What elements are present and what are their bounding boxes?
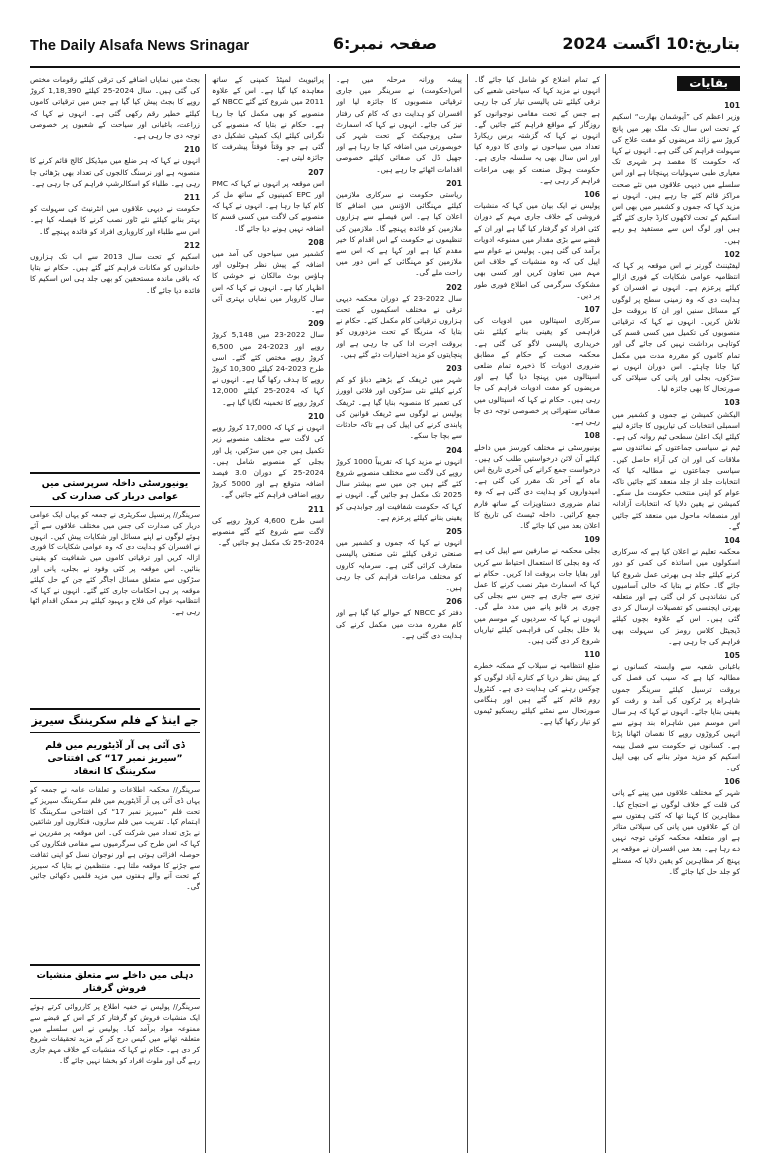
newspaper-page bbox=[30, 28, 740, 1153]
page-number: صفحہ نمبر:6 bbox=[332, 34, 438, 53]
article-text: ضلع انتظامیہ نے سیلاب کے ممکنہ خطرے کے پیش نظر دریا کے کنارے آباد لوگوں کو چوکس رہنے کی ہدایت دی ہے۔ کنٹرول روم قائم کئے گئے ہیں اور ہنگامی صورتحال سے نمٹنے کیلئے ریسکیو ٹیموں کو تیار رکھا گیا ہے۔ bbox=[474, 661, 600, 727]
paper-name: The Daily Alsafa News Srinagar bbox=[30, 38, 250, 54]
article-text: پولیس نے ایک بیان میں کہا کہ منشیات فروشی کے خلاف جاری مہم کے دوران کئی افراد کو گرفتار کیا گیا ہے اور ان کے قبضے سے بڑی مقدار میں ممنوعہ ادویات برآمد کی گئی ہیں۔ پولیس نے عوام سے اپیل کی کہ وہ منشیات کے خلاف اس مہم میں تعاون کریں اور کسی بھی مشکوک سرگرمی کی اطلاع فوری طور پر دیں۔ bbox=[474, 201, 600, 300]
news-item-1 bbox=[30, 472, 200, 702]
article-continuation bbox=[212, 74, 324, 164]
news-headline: جے اینڈ کے فلم سکریننگ سیریز bbox=[30, 708, 200, 733]
issue-date: بتاریخ:10 اگست 2024 bbox=[562, 34, 740, 53]
article-continuation bbox=[474, 74, 600, 186]
article-continuation bbox=[212, 504, 324, 549]
news-subheadline: ڈی آئی پی آر آڈیٹوریم میں فلم ”سیریز نمبر 17“ کی افتتاحی سکریننگ کا انعقاد bbox=[30, 736, 200, 782]
article-number: 211 bbox=[308, 504, 324, 514]
article-text: بجلی محکمہ نے صارفین سے اپیل کی ہے کہ وہ بجلی کا استعمال احتیاط سے کریں اور بقایا جات بروقت ادا کریں۔ حکام نے کہا کہ اسمارٹ میٹر نصب کرنے کا عمل تیزی سے جاری ہے جس سے بجلی کی چوری پر قابو پانے میں مدد ملے گی۔ انہوں نے کہا کہ سردیوں کے موسم میں بلا خلل بجلی کی فراہمی کیلئے تیاریاں شروع کر دی گئی ہیں۔ bbox=[474, 546, 600, 645]
article-number: 105 bbox=[724, 650, 740, 660]
article-number: 103 bbox=[724, 398, 740, 408]
article-number: 108 bbox=[584, 431, 600, 441]
article-number: 212 bbox=[184, 240, 200, 250]
article-number: 209 bbox=[308, 319, 324, 329]
article-continuation bbox=[30, 240, 200, 296]
column-rule bbox=[467, 74, 468, 1153]
article-continuation bbox=[336, 445, 462, 523]
article-number: 203 bbox=[446, 364, 462, 374]
article-continuation bbox=[212, 167, 324, 234]
article-continuation bbox=[612, 249, 740, 395]
article-text: یونیورسٹی نے مختلف کورسز میں داخلے کیلئے آن لائن درخواستیں طلب کی ہیں۔ درخواست جمع کرانے کی آخری تاریخ اس ماہ کے آخر تک مقرر کی گئی ہے۔ امیدواروں کو ہدایت دی گئی ہے کہ وہ تمام ضروری دستاویزات کے ساتھ فارم جمع کرائیں۔ داخلہ ٹیسٹ کی تاریخ کا اعلان بعد میں کیا جائے گا۔ bbox=[474, 442, 600, 530]
article-number: 201 bbox=[446, 178, 462, 188]
news-body: سرینگر// محکمہ اطلاعات و تعلقات عامہ نے جمعہ کو یہاں ڈی آئی پی آر آڈیٹوریم میں فلم سکریننگ سیریز کے تحت فلم ”سیریز نمبر 17“ کی افتتاحی سکریننگ کا اہتمام کیا۔ تقریب میں فلم سازوں، فنکاروں اور شائقین نے بڑی تعداد میں شرکت کی۔ اس موقعہ پر مقررین نے کہا کہ اس طرح کی سرگرمیوں سے مقامی فنکاروں کی حوصلہ افزائی ہوتی ہے اور نوجوان نسل کو اپنی ثقافت سے جڑنے کا موقعہ ملتا ہے۔ منتظمین نے بتایا کہ سیریز کے تحت آنے والے ہفتوں میں مزید فلمیں دکھائی جائیں گی۔ bbox=[30, 785, 200, 892]
section-label: بقایات bbox=[677, 76, 740, 91]
article-continuation bbox=[336, 282, 462, 360]
article-text: سال 2022-23 کے دوران محکمہ دیہی ترقی نے مختلف اسکیموں کے تحت ہزاروں ترقیاتی کام مکمل کئے۔ حکام نے بتایا کہ منریگا کے تحت مزدوروں کو بروقت اجرت ادا کی جا رہی ہے اور پنچایتوں کو مزید اختیارات دئے گئے ہیں۔ bbox=[336, 293, 462, 359]
article-text: بجٹ میں نمایاں اضافے کی ترقی کیلئے رقومات مختص کی گئی ہیں۔ سال 2024-25 کیلئے 1,18,390 کروڑ روپے کا بجٹ پیش کیا گیا ہے جس میں ترقیاتی کاموں کیلئے خطیر رقم رکھی گئی ہے۔ انہوں نے کہا کہ زراعت، باغبانی اور سیاحت کے شعبوں پر خصوصی توجہ دی جا رہی ہے۔ bbox=[30, 75, 200, 141]
column-rule bbox=[205, 74, 206, 1153]
news-body: سرینگر// پرنسپل سکریٹری نے جمعہ کو یہاں ایک عوامی دربار کی صدارت کی جس میں مختلف علاقوں سے آئے ہوئے لوگوں نے اپنے مسائل اور شکایات پیش کیں۔ انہوں نے افسران کو ہدایت دی کہ وہ عوامی شکایات کا فوری ازالہ کریں اور ترقیاتی کاموں میں شفافیت کو یقینی بنائیں۔ اس موقعہ پر کئی وفود نے بجلی، پانی اور سڑکوں سے متعلق مسائل اجاگر کئے جن کے حل کیلئے موقعہ پر ہی احکامات جاری کئے گئے۔ انہوں نے کہا کہ انتظامیہ عوام کی فلاح و بہبود کیلئے ہر ممکن اقدام اٹھا رہی ہے۔ bbox=[30, 510, 200, 617]
article-continuation bbox=[212, 411, 324, 501]
article-text: باغبانی شعبہ سے وابستہ کسانوں نے مطالبہ کیا ہے کہ سیب کی فصل کی بروقت ترسیل کیلئے سرینگر جموں شاہراہ پر ٹرکوں کی آمد و رفت کو یقینی بنایا جائے۔ انہوں نے کہا کہ ہر سال اس موسم میں شاہراہ بند ہونے سے انہیں کروڑوں روپے کا نقصان اٹھانا پڑتا ہے۔ کسانوں نے حکومت سے فصل بیمہ اسکیم کو مزید موثر بنانے کی بھی اپیل کی۔ bbox=[612, 662, 740, 772]
article-text: سال 2022-23 میں 5,148 کروڑ روپے اور 2023-24 میں 6,500 کروڑ روپے مختص کئے گئے۔ اسی طرح 2023-24 کیلئے 10,300 کروڑ روپے کا ہدف رکھا گیا ہے۔ انہوں نے کہا کہ 2024-25 کیلئے 12,000 کروڑ روپے کا تخمینہ لگایا گیا ہے۔ bbox=[212, 330, 324, 407]
article-number: 208 bbox=[308, 237, 324, 247]
article-text: انہوں نے کہا کہ 17,000 کروڑ روپے کی لاگت سے مختلف منصوبے زیر تکمیل ہیں جن میں سڑکیں، پل اور بجلی کے منصوبے شامل ہیں۔ 2024-25 کے دوران 3.0 فیصد اضافہ متوقع ہے اور 5000 کروڑ روپے اضافی فراہم کئے جائیں گے۔ bbox=[212, 423, 324, 500]
article-number: 107 bbox=[584, 305, 600, 315]
article-number: 102 bbox=[724, 249, 740, 259]
column-3 bbox=[336, 74, 462, 1153]
article-continuation bbox=[212, 237, 324, 315]
article-text: دفتر کو NBCC کے حوالے کیا گیا ہے اور کام مقررہ مدت میں مکمل کرنے کی ہدایت دی گئی ہے۔ bbox=[336, 608, 462, 640]
article-number: 101 bbox=[724, 101, 740, 111]
article-text: اس موقعہ پر انہوں نے کہا کہ PMC اور EPC کمپنیوں کے ساتھ مل کر کام کیا جا رہا ہے۔ انہوں نے کہا کہ منصوبے کی لاگت میں کسی قسم کا اضافہ نہیں ہونے دیا جائے گا۔ bbox=[212, 178, 324, 233]
article-continuation bbox=[474, 430, 600, 531]
article-continuation bbox=[612, 397, 740, 531]
article-number: 110 bbox=[584, 650, 600, 660]
article-number: 206 bbox=[446, 597, 462, 607]
article-continuation bbox=[474, 189, 600, 301]
article-number: 106 bbox=[724, 777, 740, 787]
article-continuation bbox=[474, 304, 600, 427]
columns-area bbox=[30, 74, 740, 1153]
article-text: محکمہ تعلیم نے اعلان کیا ہے کہ سرکاری اسکولوں میں اساتذہ کی کمی کو دور کرنے کیلئے جلد ہی بھرتی عمل شروع کیا جائے گا۔ حکام نے بتایا کہ خالی آسامیوں کی نشاندہی کر لی گئی ہے اور متعلقہ بھرتی ایجنسی کو تفصیلات ارسال کر دی گئی ہیں۔ اس کے علاوہ بچوں کیلئے ڈیجیٹل کلاس رومز کی سہولت بھی فراہم کی جا رہی ہے۔ bbox=[612, 547, 740, 646]
article-text: سرکاری اسپتالوں میں ادویات کی فراہمی کو یقینی بنانے کیلئے نئی خریداری پالیسی لاگو کی گئی ہے۔ محکمہ صحت کے حکام کے مطابق ضروری ادویات کا ذخیرہ تمام ضلعی اسپتالوں میں پہنچا دیا گیا ہے اور مریضوں کو مفت ادویات فراہم کی جا رہی ہیں۔ حکام نے کہا کہ اسپتالوں میں صفائی ستھرائی پر خصوصی توجہ دی جا رہی ہے۔ bbox=[474, 316, 600, 427]
column-rule bbox=[605, 74, 606, 1153]
article-text: پیشہ ورانہ مرحلہ میں ہے۔ اس(حکومت) نے سرینگر میں جاری ترقیاتی منصوبوں کا جائزہ لیا اور افسران کو ہدایت دی کہ کام کی رفتار تیز کی جائے۔ انہوں نے کہا کہ اسمارٹ سٹی پروجیکٹ کے تحت شہر کی خوبصورتی میں اضافہ کیا جا رہا ہے اور جھیل ڈل کی صفائی کیلئے خصوصی اقدامات اٹھائے جا رہے ہیں۔ bbox=[336, 75, 462, 174]
column-1 bbox=[612, 74, 740, 1153]
article-text: حکومت نے دیہی علاقوں میں انٹرنیٹ کی سہولت کو بہتر بنانے کیلئے نئے ٹاور نصب کرنے کا فیصلہ کیا ہے۔ اس سے طلباء اور کاروباری افراد کو فائدہ پہنچے گا۔ bbox=[30, 204, 200, 236]
article-number: 207 bbox=[308, 167, 324, 177]
article-continuation bbox=[30, 74, 200, 141]
article-continuation bbox=[336, 363, 462, 441]
article-number: 109 bbox=[584, 535, 600, 545]
article-text: انہوں نے کہا کہ جموں و کشمیر میں صنعتی ترقی کیلئے نئی صنعتی پالیسی متعارف کرائی گئی ہے۔ سرمایہ کاروں کو مختلف مراعات فراہم کی جا رہی ہیں۔ bbox=[336, 538, 462, 592]
article-continuation bbox=[612, 100, 740, 246]
article-continuation bbox=[336, 526, 462, 593]
article-number: 106 bbox=[584, 190, 600, 200]
article-text: انہوں نے مزید کہا کہ تقریباً 1000 کروڑ روپے کی لاگت سے مختلف منصوبے شروع کئے گئے ہیں جن میں سے بیشتر سال 2025 تک مکمل ہو جائیں گے۔ انہوں نے کہا کہ حکومت شفافیت اور جوابدہی کو یقینی بنانے کیلئے پرعزم ہے۔ bbox=[336, 456, 462, 522]
article-text: شہر میں ٹریفک کے بڑھتے دباؤ کو کم کرنے کیلئے نئی سڑکوں اور فلائی اوورز کی تعمیر کا منصوبہ بنایا گیا ہے۔ ٹریفک پولیس نے لوگوں سے ٹریفک قوانین کی پابندی کرنے کی اپیل کی ہے تاکہ حادثات سے بچا جا سکے۔ bbox=[336, 375, 462, 441]
article-continuation bbox=[212, 318, 324, 408]
news-item-2 bbox=[30, 708, 200, 958]
column-rule bbox=[329, 74, 330, 1153]
article-continuation bbox=[612, 650, 740, 773]
article-text: الیکشن کمیشن نے جموں و کشمیر میں اسمبلی انتخابات کی تیاریوں کا جائزہ لینے کیلئے ایک اعلیٰ سطحی ٹیم روانہ کی ہے۔ ٹیم نے سیاسی جماعتوں کے نمائندوں سے ملاقات کی اور ان کی آراء حاصل کیں۔ سیاسی جماعتوں نے مطالبہ کیا کہ انتخابات جلد از جلد منعقد کئے جائیں تاکہ عوام کو اپنی منتخب حکومت مل سکے۔ کمیشن نے یقین دلایا کہ انتخابات آزادانہ اور منصفانہ ماحول میں منعقد کئے جائیں گے۔ bbox=[612, 409, 740, 531]
article-continuation bbox=[474, 534, 600, 646]
column-4 bbox=[212, 74, 324, 1153]
masthead bbox=[30, 28, 740, 68]
article-text: اسی طرح 4,600 کروڑ روپے کی لاگت سے شروع کئے گئے منصوبے 2024-25 تک مکمل ہو جائیں گے۔ bbox=[212, 515, 324, 548]
article-text: وزیر اعظم کی ”آیوشمان بھارت“ اسکیم کے تحت اس سال تک ملک بھر میں پانچ کروڑ سے زائد مریضوں کو مفت علاج کی سہولت فراہم کی گئی ہے۔ انہوں نے کہا کہ حکومت کا مقصد ہر شہری تک معیاری طبی سہولیات پہنچانا ہے اور اس سلسلے میں دیہی علاقوں میں نئے صحت مراکز قائم کئے جا رہے ہیں۔ انہوں نے مزید کہا کہ جموں و کشمیر میں بھی اس اسکیم کے تحت لاکھوں کارڈ جاری کئے گئے ہیں اور لوگ اس سے مستفید ہو رہے ہیں۔ bbox=[612, 112, 740, 245]
article-continuation bbox=[336, 596, 462, 641]
article-text: ریاستی حکومت نے سرکاری ملازمین کیلئے مہنگائی الاؤنس میں اضافے کا اعلان کیا ہے۔ اس فیصلے سے ہزاروں ملازمین کو فائدہ پہنچے گا۔ ملازمین کی تنظیموں نے حکومت کے اس اقدام کا خیر مقدم کیا ہے اور کہا ہے کہ اس سے ملازمین کو مہنگائی کے اس دور میں راحت ملے گی۔ bbox=[336, 190, 462, 278]
news-body: سرینگر// پولیس نے خفیہ اطلاع پر کارروائی کرتے ہوئے ایک منشیات فروش کو گرفتار کر کے اس کے قبضے سے ممنوعہ مواد برآمد کیا۔ پولیس نے اس سلسلے میں متعلقہ تھانے میں کیس درج کر کے مزید تحقیقات شروع کر دی ہے۔ حکام نے کہا کہ منشیات کے خلاف مہم جاری رہے گی اور ملوث افراد کو بخشا نہیں جائے گا۔ bbox=[30, 1002, 200, 1065]
news-item-3 bbox=[30, 964, 200, 1153]
article-continuation bbox=[336, 74, 462, 175]
article-number: 202 bbox=[446, 282, 462, 292]
article-text: لیفٹیننٹ گورنر نے اس موقعہ پر کہا کہ انتظامیہ عوامی شکایات کے فوری ازالے کیلئے پرعزم ہے۔ انہوں نے افسران کو ہدایت دی کہ وہ زمینی سطح پر لوگوں کے مسائل سنیں اور ان کا بروقت حل تلاش کریں۔ انہوں نے کہا کہ ترقیاتی منصوبوں کی تکمیل میں کسی قسم کی کوتاہی برداشت نہیں کی جائے گی اور تمام کاموں کو مقررہ مدت میں مکمل کیا جانا چاہئے۔ اس دوران انہوں نے سڑکوں، بجلی اور پانی کی سپلائی کی صورتحال کا بھی جائزہ لیا۔ bbox=[612, 261, 740, 394]
column-5 bbox=[30, 74, 200, 466]
article-number: 104 bbox=[724, 535, 740, 545]
article-continuation bbox=[474, 649, 600, 727]
article-continuation bbox=[612, 776, 740, 877]
article-text: کشمیر میں سیاحوں کی آمد میں اضافہ کے پیش نظر ہوٹلوں اور ہاؤس بوٹ مالکان نے خوشی کا اظہار کیا ہے۔ انہوں نے کہا کہ اس سال کاروبار میں نمایاں بہتری آئی ہے۔ bbox=[212, 249, 324, 315]
news-headline: دہلی میں داخلے سے متعلق منشیات فروش گرفتار bbox=[30, 964, 200, 999]
article-continuation bbox=[336, 178, 462, 279]
article-text: کے تمام اضلاع کو شامل کیا جائے گا۔ انہوں نے مزید کہا کہ سیاحتی شعبے کی ترقی کیلئے نئی پالیسی تیار کی جا رہی ہے جس کے تحت مقامی نوجوانوں کو روزگار کے مواقع فراہم کئے جائیں گے۔ انہوں نے کہا کہ گزشتہ برس ریکارڈ تعداد میں سیاحوں نے وادی کا دورہ کیا اور اس سال بھی یہ سلسلہ جاری ہے۔ حکومت ہوٹل صنعت کو بھی مراعات فراہم کر رہی ہے۔ bbox=[474, 75, 600, 185]
article-text: انہوں نے کہا کہ ہر ضلع میں میڈیکل کالج قائم کرنے کا منصوبہ ہے اور نرسنگ کالجوں کی تعداد بھی بڑھائی جا رہی ہے۔ طلباء کو اسکالرشپ فراہم کی جا رہی ہے۔ bbox=[30, 156, 200, 188]
column-2 bbox=[474, 74, 600, 1153]
article-number: 210 bbox=[184, 145, 200, 155]
article-number: 210 bbox=[308, 411, 324, 421]
article-text: شہر کے مختلف علاقوں میں پینے کے پانی کی قلت کے خلاف لوگوں نے احتجاج کیا۔ مظاہرین کا کہنا تھا کہ کئی ہفتوں سے ان کے علاقوں میں پانی کی سپلائی متاثر ہے اور متعلقہ محکمہ کوئی توجہ نہیں دے رہا ہے۔ بعد میں افسران نے موقعہ پر پہنچ کر مظاہرین کو یقین دلایا کہ مسئلے کو جلد حل کیا جائے گا۔ bbox=[612, 788, 740, 876]
article-text: پرائیویٹ لمیٹڈ کمپنی کے ساتھ معاہدہ کیا گیا ہے۔ اس کے علاوہ 2011 میں شروع کئے گئے NBCC کے منصوبے کو بھی مکمل کیا جا رہا ہے۔ حکام نے بتایا کہ منصوبے کی نگرانی کیلئے ایک کمیٹی تشکیل دی گئی ہے جو وقتاً فوقتاً پیشرفت کا جائزہ لیتی ہے۔ bbox=[212, 75, 324, 163]
article-number: 204 bbox=[446, 445, 462, 455]
article-continuation bbox=[30, 192, 200, 237]
article-text: اسکیم کے تحت سال 2013 سے اب تک ہزاروں خاندانوں کو مکانات فراہم کئے گئے ہیں۔ حکام نے بتایا کہ باقی ماندہ مستحقین کو بھی جلد ہی اس اسکیم کا فائدہ دیا جائے گا۔ bbox=[30, 252, 200, 295]
article-number: 205 bbox=[446, 526, 462, 536]
article-continuation bbox=[612, 535, 740, 647]
article-continuation bbox=[30, 144, 200, 189]
news-headline: یونیورسٹی داخلہ سرپرستی میں عوامی دربار کی صدارت کی bbox=[30, 472, 200, 507]
article-number: 211 bbox=[184, 193, 200, 203]
